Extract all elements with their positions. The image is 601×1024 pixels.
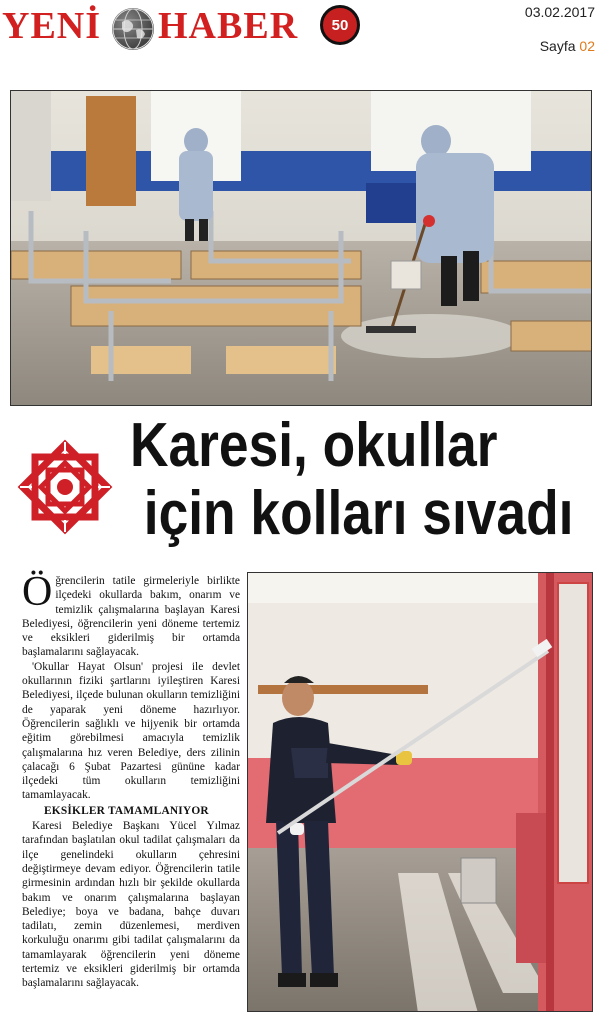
page-number: 02 [579,38,595,54]
anniversary-badge: 50 [320,5,360,45]
painter-photo [247,572,593,1012]
masthead-name-right: HABER [158,5,299,47]
article-paragraph: Karesi Belediye Başkanı Yücel Yılmaz tarafından başlatılan okul tadilat çalışmaları da ilçe genelindeki okulların çehresini değiştirmeye devam ediyor. Öğrencilerin tatile girmesinin ardından hızlı bir şekilde okullarda bakım ve onarım çalışmalarına başlayan Belediye; boya ve badana, bahçe duvarı tadilatı, zemin düzenlemesi, merdiven korkuluğu onarımı gibi tadilat çalışmalarını da tamamlayarak öğrencilerin yeni döneme tertemiz ve eksikleri giderilmiş bir ortamda başlamalarını sağlayacak. [22,820,240,990]
article-body [22,569,240,991]
masthead [0,0,601,62]
article-paragraph [22,569,240,660]
headline-line-1: Karesi, okullar [130,411,498,480]
paragraph-1-text: ğrencilerin tatile girmeleriyle birlikte ilçedeki okullarda bakım, onarım ve temizlik çalışmalarına başlayan Karesi Belediyesi, öğrencilerin yeni döneme tertemiz ve eksikleri giderilmiş bir ortamda başlamalarını sağlayacak. [22,575,240,659]
headline [130,411,574,548]
classroom-cleaning-photo [10,90,592,406]
page-label: Sayfa [539,38,576,54]
drop-cap: Ö [22,569,53,615]
masthead-name-left: YENİ [2,5,102,47]
globe-icon [112,8,154,50]
page-indicator [540,38,595,54]
article-subhead: EKSİKLER TAMAMLANIYOR [44,804,209,817]
issue-date: 03.02.2017 [524,4,595,20]
article-paragraph: 'Okullar Hayat Olsun' projesi ile devlet okullarının fiziki şartlarını iyileştiren Karesi Belediyesi, ilçede bulunan okulların temizliğini de yaparak yeni döneme hazırlıyor. Öğrencilerin sağlıklı ve hijyenik bir ortamda eğitim görebilmesi amacıyla temizlik çalışmalarına hız veren Belediye, ders zilinin çalacağı 6 Şubat Pazartesi gününe kadar ilçedeki tüm okulların temizliğini tamamlayacak. [22,660,240,802]
karesi-municipality-logo [10,432,120,542]
headline-line-2: için kolları sıvadı [143,479,574,548]
